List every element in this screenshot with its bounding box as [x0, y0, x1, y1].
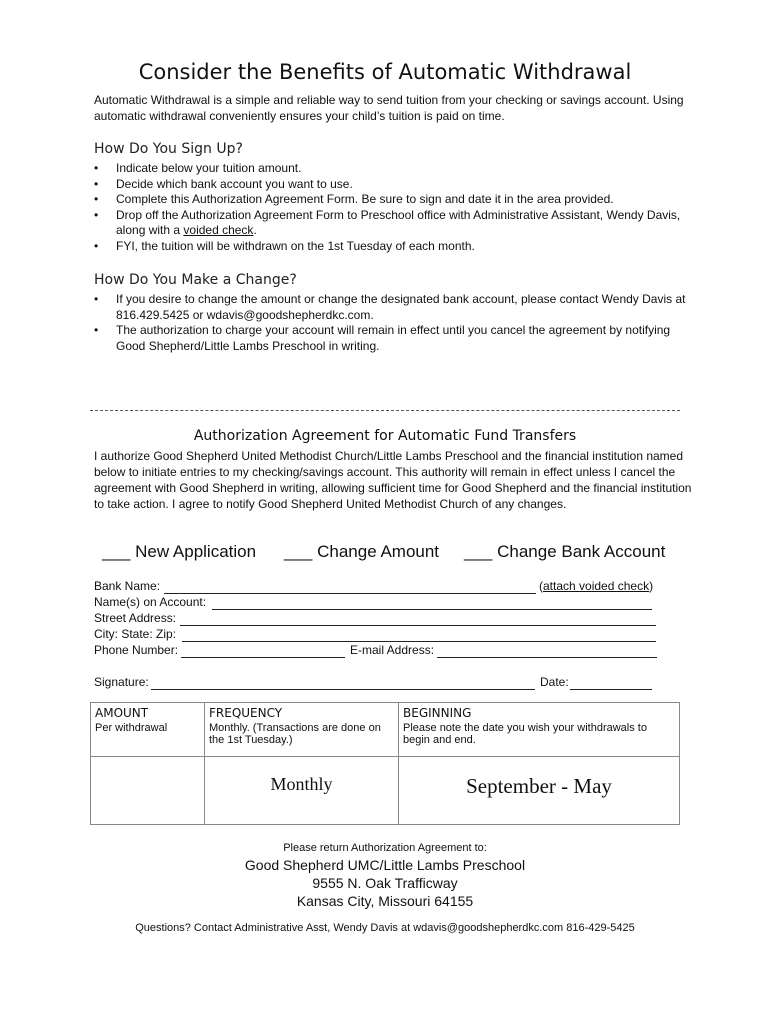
- amount-header: AMOUNT: [95, 706, 149, 720]
- frequency-value-cell[interactable]: [205, 757, 399, 825]
- beginning-header-cell: [399, 703, 680, 757]
- frequency-value: Monthly: [270, 774, 333, 794]
- signature-input-line[interactable]: [151, 689, 535, 690]
- date-input-line[interactable]: [570, 689, 652, 690]
- attach-paren-open: (: [539, 579, 543, 593]
- names-on-account-label: Name(s) on Account:: [94, 595, 207, 609]
- return-label: Please return Authorization Agreement to:: [283, 842, 487, 854]
- authorization-title: Authorization Agreement for Automatic Fund Transfers: [193, 428, 577, 444]
- beginning-subtext: Please note the date you wish your withdrawals to begin and end.: [403, 722, 647, 746]
- change-list: [94, 292, 694, 354]
- list-item: • FYI, the tuition will be withdrawn on the 1st Tuesday of each month.: [94, 239, 694, 255]
- frequency-header-cell: [205, 703, 399, 757]
- frequency-subtext: Monthly. (Transactions are done on the 1st Tuesday.): [209, 722, 381, 746]
- return-street: 9555 N. Oak Trafficway: [312, 875, 458, 891]
- bank-name-input-line[interactable]: [164, 593, 536, 594]
- change-heading: How Do You Make a Change?: [94, 272, 297, 288]
- table-row: [91, 757, 680, 825]
- email-address-input-line[interactable]: [437, 657, 657, 658]
- intro-paragraph: Automatic Withdrawal is a simple and reliable way to send tuition from your checking or savings account. Using automatic withdrawal conveniently ensures your child’s tuition is paid on time.: [94, 93, 684, 123]
- phone-number-label: Phone Number:: [94, 643, 179, 657]
- list-item: • Decide which bank account you want to use.: [94, 177, 694, 193]
- city-state-zip-input-line[interactable]: [182, 641, 656, 642]
- city-state-zip-label: City: State: Zip:: [94, 627, 177, 641]
- option-blank: ___: [102, 542, 131, 561]
- list-item-period: .: [253, 223, 257, 237]
- attach-note: [539, 579, 653, 594]
- list-item: • Complete this Authorization Agreement Form. Be sure to sign and date it in the area provided.: [94, 192, 694, 208]
- list-item-text: Drop off the Authorization Agreement Form to Preschool office with Administrative Assistant, Wendy Davis, along with a: [116, 207, 681, 237]
- attach-voided-check: attach voided check: [543, 579, 650, 593]
- frequency-header: FREQUENCY: [209, 706, 283, 720]
- authorization-body: I authorize Good Shepherd United Methodist Church/Little Lambs Preschool and the financial institution named below to initiate entries to my checking/savings account. This authority will remain in effect unless I cancel the agreement with Good Shepherd in writing, allowing sufficient time for Good Shepherd and the financial institution to take action. I agree to notify Good Shepherd United Methodist Church of any changes.: [94, 449, 692, 511]
- list-item: • The authorization to charge your account will remain in effect until you cancel the agreement by notifying Good Shepherd/Little Lambs Preschool in writing.: [94, 323, 694, 354]
- bank-name-label: Bank Name:: [94, 579, 161, 593]
- cut-line-divider: [90, 410, 680, 411]
- option-label: Change Amount: [317, 542, 440, 561]
- attach-paren-close: ): [649, 579, 654, 593]
- names-on-account-input-line[interactable]: [212, 609, 652, 610]
- street-address-label: Street Address:: [94, 611, 177, 625]
- amount-value-cell[interactable]: [91, 757, 205, 825]
- withdrawal-table: [90, 702, 680, 825]
- amount-subtext: Per withdrawal: [95, 722, 168, 734]
- option-label: Change Bank Account: [497, 542, 666, 561]
- street-address-input-line[interactable]: [180, 625, 656, 626]
- beginning-value-cell[interactable]: [399, 757, 680, 825]
- return-city: Kansas City, Missouri 64155: [296, 893, 474, 909]
- option-blank: ___: [284, 542, 313, 561]
- option-new-application[interactable]: [102, 542, 256, 562]
- list-item: [94, 208, 694, 239]
- option-change-bank-account[interactable]: [464, 542, 665, 562]
- list-item: • Indicate below your tuition amount.: [94, 161, 694, 177]
- signup-heading: How Do You Sign Up?: [94, 141, 243, 157]
- phone-number-input-line[interactable]: [181, 657, 345, 658]
- list-item: • If you desire to change the amount or change the designated bank account, please contact Wendy Davis at 816.429.5425 or wdavis@goodshepherdkc.com.: [94, 292, 694, 323]
- beginning-value: September - May: [466, 774, 612, 798]
- voided-check-link: voided check: [183, 223, 254, 237]
- option-change-amount[interactable]: [284, 542, 439, 562]
- questions-contact: Questions? Contact Administrative Asst, Wendy Davis at wdavis@goodshepherdkc.com 816-429-5425: [135, 922, 635, 934]
- amount-header-cell: [91, 703, 205, 757]
- return-organization: Good Shepherd UMC/Little Lambs Preschool: [244, 857, 526, 873]
- page-title: Consider the Benefits of Automatic Withdrawal: [138, 60, 632, 84]
- signature-label: Signature:: [94, 675, 149, 689]
- option-label: New Application: [135, 542, 257, 561]
- date-label: Date:: [540, 675, 569, 689]
- option-blank: ___: [464, 542, 493, 561]
- signup-list: [94, 161, 694, 254]
- table-row: [91, 703, 680, 757]
- beginning-header: BEGINNING: [403, 706, 472, 720]
- email-address-label: E-mail Address:: [350, 643, 435, 657]
